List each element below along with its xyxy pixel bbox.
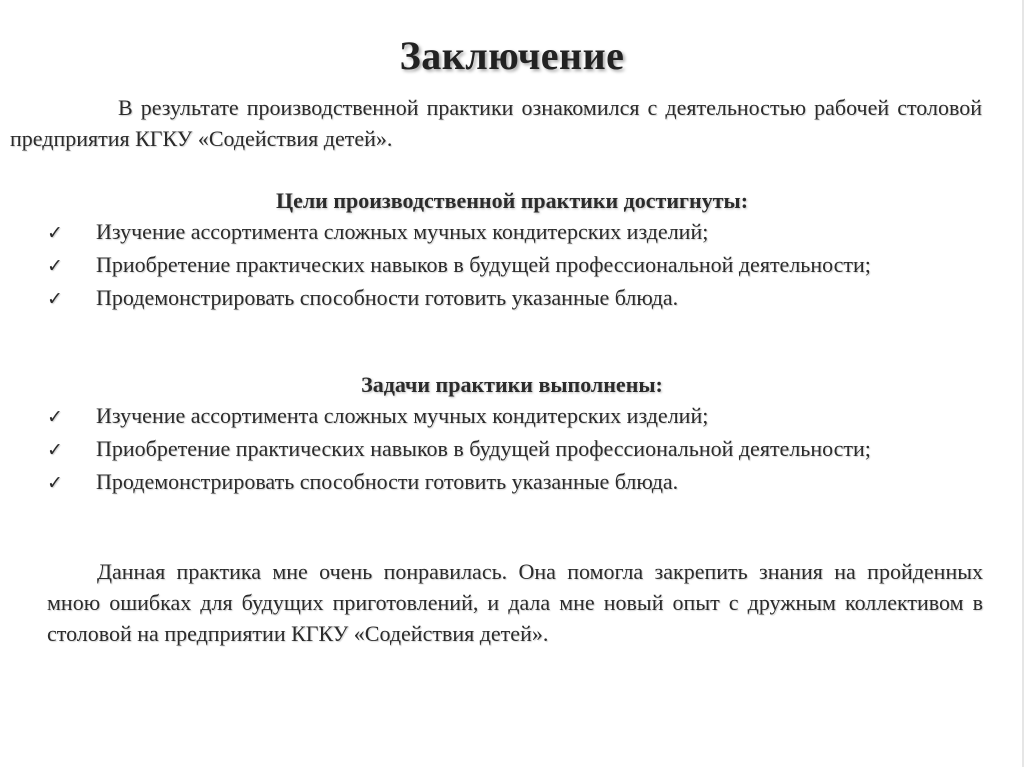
conclusion-text: Данная практика мне очень понравилась. Она помогла закрепить знания на пройденных мною ошибках для будущих приготовлений, и дала мне новый опыт с дружным коллективом в столовой на предприятии КГКУ «Содействия детей».: [47, 559, 983, 646]
goals-heading: Цели производственной практики достигнуты:: [275, 188, 749, 213]
goals-list-item: [47, 249, 983, 282]
intro-paragraph: [10, 92, 982, 154]
tasks-heading: Задачи практики выполнены:: [361, 372, 663, 397]
tasks-list-item: [47, 466, 983, 499]
tasks-list-item: [47, 433, 983, 466]
conclusion-paragraph: [47, 556, 983, 649]
checkmark-icon: ✓: [47, 288, 63, 310]
checkmark-icon: ✓: [47, 222, 63, 244]
goals-list-item: [47, 282, 983, 315]
slide-title: Заключение: [399, 33, 625, 78]
goals-item-text: Приобретение практических навыков в будущей профессиональной деятельности;: [96, 252, 871, 277]
checkmark-icon: ✓: [47, 255, 63, 277]
tasks-list: [47, 400, 983, 499]
intro-text: В результате производственной практики ознакомился с деятельностью рабочей столовой предприятия КГКУ «Содействия детей».: [10, 95, 982, 151]
tasks-list-item: [47, 400, 983, 433]
goals-list: [47, 216, 983, 315]
checkmark-icon: ✓: [47, 406, 63, 428]
tasks-item-text: Продемонстрировать способности готовить указанные блюда.: [96, 469, 679, 494]
goals-item-text: Продемонстрировать способности готовить указанные блюда.: [96, 285, 679, 310]
checkmark-icon: ✓: [47, 472, 63, 494]
checkmark-icon: ✓: [47, 439, 63, 461]
goals-list-item: [47, 216, 983, 249]
tasks-item-text: Изучение ассортимента сложных мучных кондитерских изделий;: [96, 403, 709, 428]
tasks-item-text: Приобретение практических навыков в будущей профессиональной деятельности;: [96, 436, 871, 461]
goals-item-text: Изучение ассортимента сложных мучных кондитерских изделий;: [96, 219, 709, 244]
